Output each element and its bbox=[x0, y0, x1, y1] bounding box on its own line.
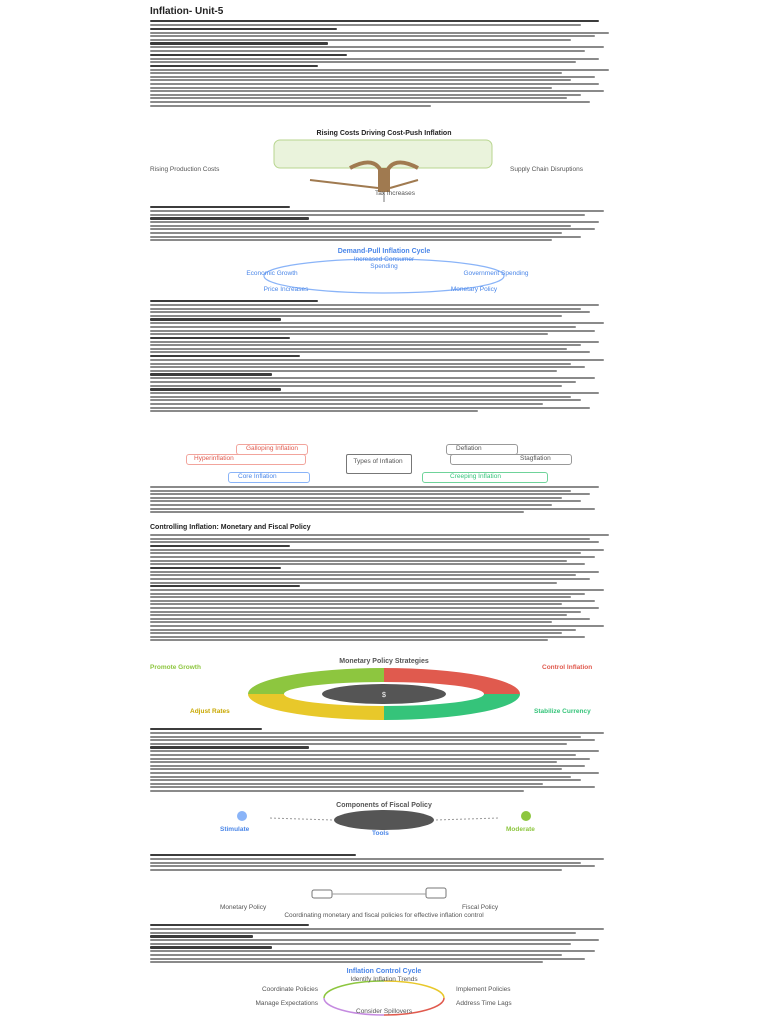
inflation-types-text bbox=[150, 300, 618, 414]
fiscal-left-label: Stimulate bbox=[220, 826, 250, 833]
intro-text bbox=[150, 20, 618, 108]
types-center-label: Types of Inflation bbox=[353, 458, 403, 465]
coordination-right-label: Fiscal Policy bbox=[462, 904, 499, 911]
monetary-right-top: Control Inflation bbox=[542, 664, 593, 671]
fiscal-right-label: Moderate bbox=[506, 826, 535, 833]
control-cycle-node: Consider Spillovers bbox=[356, 1008, 412, 1015]
demand-pull-node: Price Increases bbox=[263, 286, 309, 293]
monetary-right-bottom: Stabilize Currency bbox=[534, 708, 591, 715]
monetary-left-top: Promote Growth bbox=[150, 664, 201, 671]
demand-pull-node: Monetary Policy bbox=[450, 286, 498, 293]
demand-pull-node: Economic Growth bbox=[246, 270, 298, 277]
fiscal-center-label: Tools bbox=[372, 830, 389, 837]
challenges-text bbox=[150, 924, 618, 965]
control-cycle-node: Implement Policies bbox=[456, 986, 511, 993]
control-cycle-title: Inflation Control Cycle bbox=[346, 968, 422, 975]
demand-pull-text bbox=[150, 206, 618, 243]
cost-push-right-label: Supply Chain Disruptions bbox=[510, 166, 583, 173]
type-box bbox=[450, 454, 572, 465]
cost-push-figure-title: Rising Costs Driving Cost-Push Inflation bbox=[316, 130, 452, 137]
monetary-left-bottom: Adjust Rates bbox=[190, 708, 230, 715]
integration-text bbox=[150, 854, 618, 872]
deflation-text bbox=[150, 486, 618, 515]
monetary-figure-title: Monetary Policy Strategies bbox=[339, 658, 429, 665]
cost-push-left-label: Rising Production Costs bbox=[150, 166, 220, 173]
control-cycle-node: Address Time Lags bbox=[456, 1000, 512, 1007]
type-label: Core Inflation bbox=[238, 473, 277, 480]
demand-pull-node: Increased Consumer Spending bbox=[353, 256, 415, 270]
cost-push-bottom-label: Tax Increases bbox=[374, 190, 416, 197]
monetary-policy-text bbox=[150, 534, 618, 643]
controlling-heading: Controlling Inflation: Monetary and Fiscal Policy bbox=[150, 524, 311, 531]
fiscal-figure-title: Components of Fiscal Policy bbox=[336, 802, 432, 809]
type-label: Creeping Inflation bbox=[450, 473, 501, 480]
demand-pull-figure-title: Demand-Pull Inflation Cycle bbox=[337, 248, 431, 255]
coordination-left-label: Monetary Policy bbox=[220, 904, 267, 911]
control-cycle-node: Coordinate Policies bbox=[261, 986, 318, 993]
type-label: Galloping Inflation bbox=[246, 445, 299, 452]
page-title: Inflation- Unit-5 bbox=[150, 6, 224, 17]
svg-text:$: $ bbox=[382, 692, 386, 699]
document-page bbox=[150, 6, 618, 1018]
control-cycle-node: Manage Expectations bbox=[255, 1000, 318, 1007]
demand-pull-node: Government Spending bbox=[463, 270, 529, 277]
control-cycle-node: Identify Inflation Trends bbox=[350, 976, 418, 983]
fiscal-policy-text bbox=[150, 728, 618, 793]
type-label: Stagflation bbox=[520, 455, 551, 462]
cost-push-figure bbox=[150, 138, 618, 208]
type-label: Hyperinflation bbox=[194, 455, 234, 462]
type-label: Deflation bbox=[456, 445, 482, 452]
coordination-caption: Coordinating monetary and fiscal policies for effective inflation control bbox=[284, 912, 484, 919]
